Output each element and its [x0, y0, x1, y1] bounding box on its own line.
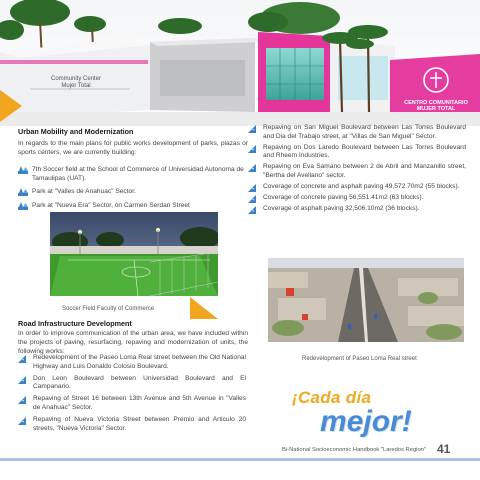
hero-caption: Community Center Mujer Total [50, 76, 101, 89]
road-icon [18, 396, 26, 404]
list-item: Coverage of concrete and asphalt paving 49,572.70m2 (55 blocks). [248, 183, 466, 192]
slogan-line-2: mejor! [320, 405, 412, 438]
road-icon [18, 417, 26, 425]
list-item: Repaving of Street 16 between 13th Avenue and 5th Avenue in "Valles de Anahuac" Sector. [18, 395, 246, 413]
road-icon [248, 125, 256, 133]
paseo-loma-real-caption: Redevelopment of Paseo Loma Real street [302, 356, 417, 362]
road-icon [18, 355, 26, 363]
paseo-loma-real-photo [268, 258, 464, 342]
list-item: Repaving on San Miguel Boulevard between Las Torres Boulevard and Dia del Trabajo street, at "Villas de San Miguel" Sector. [248, 124, 466, 142]
list-item: Repaving on Eva Samano between 2 de Abril and Manzanillo street, "Bertha del Avellano" sector. [248, 163, 466, 181]
park-icon [18, 187, 28, 197]
hero-building-sign: CENTRO COMUNITARIO MUJER TOTAL [404, 100, 468, 112]
parks-list [18, 166, 253, 216]
park-icon [18, 201, 28, 211]
road-infrastructure-intro: In order to improve communication of the urban area, we have included within the projects of paving, resurfacing, repaving and modernization of units, the following works: [18, 330, 248, 355]
road-icon [248, 195, 256, 203]
list-item: Repaving on Dos Laredo Boulevard between Las Torres Boulevard and Rheem Industries. [248, 144, 466, 162]
list-item: 7th Soccer field at the School of Commerce of Universidad Autonoma de Tamaulipas (UAT). [18, 166, 253, 183]
urban-mobility-title: Urban Mobility and Modernization [18, 127, 134, 136]
road-icon [248, 206, 256, 214]
footer-handbook-title: Bi-National Socioeconomic Handbook "Laredos Region" [282, 447, 426, 453]
slogan [292, 388, 432, 436]
park-icon [18, 165, 28, 175]
soccer-field-caption: Soccer Field Faculty of Commerce [62, 306, 155, 312]
list-item: Repaving of Nueva Victoria Street between Premio and Articulo 20 streets, "Nueva Victoria" Sector. [18, 416, 246, 434]
road-works-list [18, 354, 246, 433]
page-number: 41 [437, 442, 451, 456]
list-item: Redevelopment of the Paseo Loma Real street between the Old National Highway and Luis Donaldo Colosio Boulevard. [18, 354, 246, 372]
list-item: Park at "Nueva Era" Sector, on Carmen Serdan Street [18, 202, 253, 211]
road-icon [248, 184, 256, 192]
footer-rule [0, 458, 480, 461]
slogan-line-1: ¡Cada día [292, 388, 372, 407]
road-infrastructure-title: Road Infrastructure Development [18, 319, 132, 328]
soccer-field-photo [50, 212, 218, 296]
list-item: Coverage of asphalt paving 32,506.10m2 (36 blocks). [248, 205, 466, 214]
road-icon [248, 164, 256, 172]
list-item: Park at "Valles de Anahuac" Sector. [18, 188, 253, 197]
paving-works-list [248, 124, 466, 216]
road-icon [248, 145, 256, 153]
list-item: Coverage of concrete paving 56,551.41m2 (63 blocks). [248, 194, 466, 203]
orange-corner-accent [190, 297, 218, 319]
list-item: Don Leon Boulevard between Universidad Boulevard and El Campanario. [18, 375, 246, 393]
urban-mobility-intro: In regards to the main plans for public works development of parks, plazas or sports centers, we are currently building: [18, 140, 248, 156]
road-icon [18, 376, 26, 384]
